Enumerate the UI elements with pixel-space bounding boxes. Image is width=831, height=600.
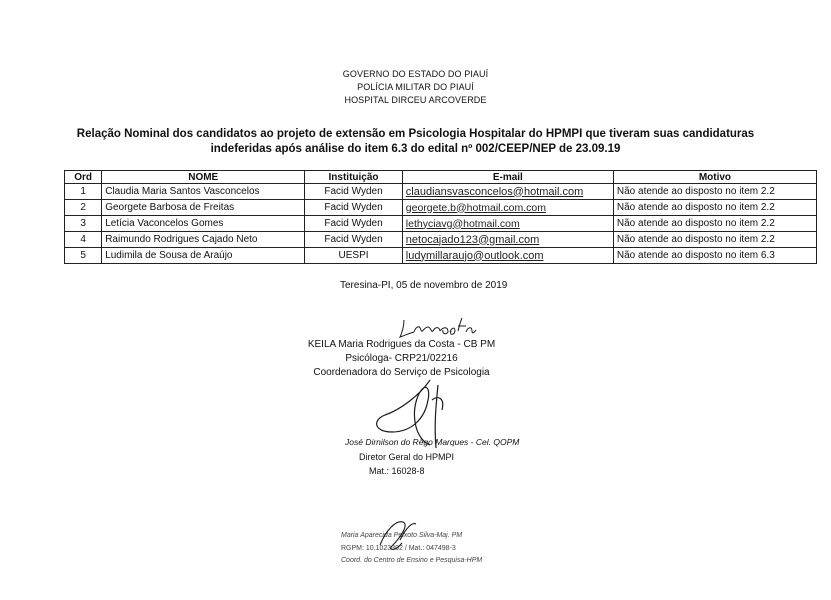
signatory-3-ids: RGPM: 10.1023392 / Mat.: 047498-3 <box>341 545 456 552</box>
signature-1-scribble <box>400 318 476 337</box>
cell-motivo: Não atende ao disposto no item 2.2 <box>613 184 816 200</box>
email-link[interactable]: lethyciavg@hotmail.com <box>405 217 520 230</box>
email-link[interactable]: claudiansvasconcelos@hotmail.com <box>405 185 584 198</box>
column-header-ord: Ord <box>65 171 102 184</box>
column-header-nome: NOME <box>102 171 305 184</box>
cell-nome: Georgete Barbosa de Freitas <box>102 200 305 216</box>
cell-motivo: Não atende ao disposto no item 2.2 <box>613 216 816 232</box>
signatory-1-name: KEILA Maria Rodrigues da Costa - CB PM <box>307 339 496 350</box>
candidates-table <box>64 170 817 264</box>
cell-instituicao: UESPI <box>305 248 403 264</box>
cell-ord: 4 <box>65 232 102 248</box>
column-header-email: E-mail <box>402 171 613 184</box>
cell-motivo: Não atende ao disposto no item 6.3 <box>613 248 816 264</box>
header-line-hospital: HOSPITAL DIRCEU ARCOVERDE <box>344 95 487 105</box>
email-link[interactable]: ludymillaraujo@outlook.com <box>405 249 544 262</box>
cell-ord: 5 <box>65 248 102 264</box>
signatory-1-role: Psicóloga- CRP21/02216 <box>345 353 458 364</box>
cell-ord: 3 <box>65 216 102 232</box>
cell-instituicao: Facid Wyden <box>305 184 403 200</box>
title-line-2: indeferidas após análise do item 6.3 do edital nº 002/CEEP/NEP de 23.09.19 <box>210 143 621 155</box>
cell-ord: 1 <box>65 184 102 200</box>
column-header-motivo: Motivo <box>613 171 816 184</box>
cell-nome: Ludimila de Sousa de Araújo <box>102 248 305 264</box>
header-line-police: POLÍCIA MILITAR DO PIAUÍ <box>357 82 474 92</box>
signatory-2-mat: Mat.: 16028-8 <box>369 466 425 476</box>
cell-instituicao: Facid Wyden <box>305 216 403 232</box>
cell-email <box>402 248 613 264</box>
signatory-2-stamp-name: José Dirnilson do Rêgo Marques - Cel. QOPM <box>345 437 520 447</box>
header-line-state: GOVERNO DO ESTADO DO PIAUÍ <box>342 69 489 79</box>
table-row <box>65 232 817 248</box>
signatory-1-title: Coordenadora do Serviço de Psicologia <box>313 367 490 378</box>
signatory-3-role: Coord. do Centro de Ensino e Pesquisa-HPM <box>341 557 483 564</box>
table-row <box>65 200 817 216</box>
document-date: Teresina-PI, 05 de novembro de 2019 <box>340 280 508 291</box>
email-link[interactable]: georgete.b@hotmail.com.com <box>405 201 547 214</box>
signatory-2-role: Diretor Geral do HPMPI <box>359 452 455 462</box>
cell-email <box>402 232 613 248</box>
table-row <box>65 184 817 200</box>
table-row <box>65 216 817 232</box>
title-line-1: Relação Nominal dos candidatos ao projeto de extensão em Psicologia Hospitalar do HPMPI que tiveram suas candidaturas <box>76 128 755 140</box>
cell-email <box>402 184 613 200</box>
cell-ord: 2 <box>65 200 102 216</box>
column-header-instituicao: Instituição <box>305 171 403 184</box>
table-header-row <box>65 171 817 184</box>
cell-nome: Claudia Maria Santos Vasconcelos <box>102 184 305 200</box>
cell-email <box>402 200 613 216</box>
cell-nome: Raimundo Rodrigues Cajado Neto <box>102 232 305 248</box>
email-link[interactable]: netocajado123@gmail.com <box>405 233 540 246</box>
cell-email <box>402 216 613 232</box>
signatory-3-stamp-name: Maria Aparecida Peixoto Silva-Maj. PM <box>341 532 463 539</box>
cell-motivo: Não atende ao disposto no item 2.2 <box>613 232 816 248</box>
cell-nome: Letícia Vaconcelos Gomes <box>102 216 305 232</box>
cell-instituicao: Facid Wyden <box>305 200 403 216</box>
cell-instituicao: Facid Wyden <box>305 232 403 248</box>
document-title <box>40 127 791 157</box>
cell-motivo: Não atende ao disposto no item 2.2 <box>613 200 816 216</box>
table-row <box>65 248 817 264</box>
